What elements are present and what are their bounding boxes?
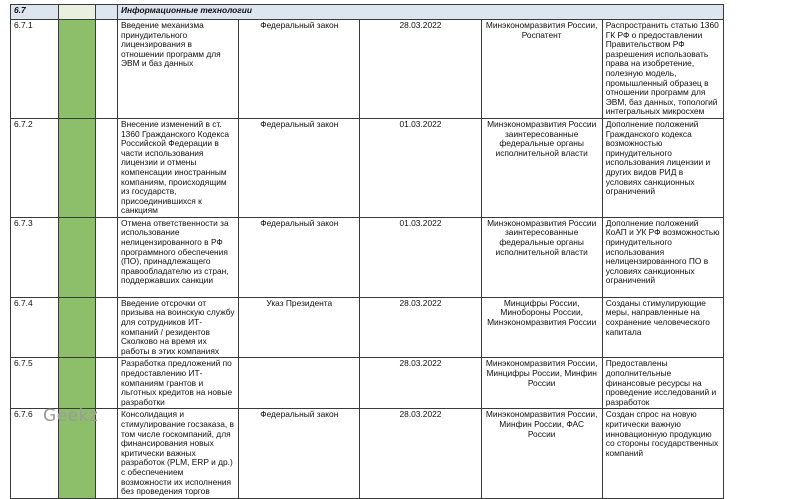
- type-cell: Федеральный закон: [239, 20, 360, 119]
- measure-cell: Разработка предложений по предоставлению ИТ-компаниям грантов и льготных кредитов на новые разработки: [118, 358, 239, 409]
- result-cell: Дополнение положений Гражданского кодекса возможностью принудительного использования лицензии и других видов РИД в условиях санкционных ограничений: [602, 118, 723, 217]
- result-cell: Предоставлены дополнительные финансовые ресурсы на проведение исследований и разработок: [602, 358, 723, 409]
- date-cell: 28.03.2022: [360, 409, 481, 498]
- status-cell: [59, 217, 96, 297]
- row-number: 6.7.5: [11, 358, 59, 409]
- blank-cell: [96, 358, 118, 409]
- status-cell: [59, 297, 96, 358]
- row-number: 6.7.3: [11, 217, 59, 297]
- table-row: [11, 358, 724, 409]
- executor-cell: Минцифры России, Минобороны России, Минэкономразвития России: [481, 297, 602, 358]
- result-cell: Созданы стимулирующие меры, направленные на сохранение человеческого капитала: [602, 297, 723, 358]
- result-cell: Создан спрос на новую критически важную инновационную продукцию со стороны государственных компаний: [602, 409, 723, 498]
- table-row: [11, 217, 724, 297]
- section-number: 6.7: [11, 5, 59, 20]
- blank-cell: [96, 20, 118, 119]
- blank-cell: [96, 409, 118, 498]
- measure-cell: Консолидация и стимулирование госзаказа, в том числе госкомпаний, для финансирования новых критически важных разработок (PLM, ERP и др.) с обеспечением возможности их исполнения без проведения торгов: [118, 409, 239, 498]
- section-row: [11, 5, 724, 20]
- type-cell: Указ Президента: [239, 297, 360, 358]
- type-cell: [239, 358, 360, 409]
- table-row: [11, 409, 724, 498]
- blank-cell: [96, 118, 118, 217]
- status-cell: [59, 20, 96, 119]
- executor-cell: Минэкономразвития России, Минфин России, ФАС России: [481, 409, 602, 498]
- measures-table: [10, 4, 724, 499]
- section-title: Информационные технологии: [118, 5, 724, 20]
- measure-cell: Введение механизма принудительного лицензирования в отношении программ для ЭВМ и баз данных: [118, 20, 239, 119]
- type-cell: Федеральный закон: [239, 217, 360, 297]
- date-cell: 28.03.2022: [360, 20, 481, 119]
- watermark-logo: Geekz: [43, 406, 99, 426]
- date-cell: 28.03.2022: [360, 297, 481, 358]
- type-cell: Федеральный закон: [239, 409, 360, 498]
- measure-cell: Отмена ответственности за использование нелицензированного в РФ программного обеспечения (ПО), принадлежащего правообладателю из стран, поддержавших санкции: [118, 217, 239, 297]
- blank-cell: [96, 5, 118, 20]
- row-number: 6.7.6: [11, 409, 59, 498]
- table-row: [11, 118, 724, 217]
- result-cell: Дополнение положений КоАП и УК РФ возможностью принудительного использования нелицензированного ПО в условиях санкционных ограничений: [602, 217, 723, 297]
- result-cell: Распространить статью 1360 ГК РФ о предоставлении Правительством РФ разрешения использовать права на изобретение, полезную модель, промышленный образец в отношении программ для ЭВМ, баз данных, топологий интегральных микросхем: [602, 20, 723, 119]
- row-number: 6.7.4: [11, 297, 59, 358]
- executor-cell: Минэкономразвития России, Роспатент: [481, 20, 602, 119]
- status-cell: [59, 118, 96, 217]
- date-cell: 01.03.2022: [360, 217, 481, 297]
- blank-cell: [96, 217, 118, 297]
- blank-cell: [96, 297, 118, 358]
- measure-cell: Введение отсрочки от призыва на воинскую службу для сотрудников ИТ-компаний / резидентов Сколково на время их работы в этих компаниях: [118, 297, 239, 358]
- table-row: [11, 297, 724, 358]
- executor-cell: Минэкономразвития России заинтересованные федеральные органы исполнительной власти: [481, 118, 602, 217]
- type-cell: Федеральный закон: [239, 118, 360, 217]
- status-cell: [59, 358, 96, 409]
- date-cell: 01.03.2022: [360, 118, 481, 217]
- row-number: 6.7.1: [11, 20, 59, 119]
- executor-cell: Минэкономразвития России заинтересованные федеральные органы исполнительной власти: [481, 217, 602, 297]
- table-row: [11, 20, 724, 119]
- executor-cell: Минэкономразвития России, Минцифры России, Минфин России: [481, 358, 602, 409]
- row-number: 6.7.2: [11, 118, 59, 217]
- status-cell: [59, 5, 96, 20]
- measure-cell: Внесение изменений в ст. 1360 Гражданского Кодекса Российской Федерации в части использования лицензии и отмены компенсации иностранным компаниям, происходящим из государств, присоединившихся к санкциям: [118, 118, 239, 217]
- date-cell: 28.03.2022: [360, 358, 481, 409]
